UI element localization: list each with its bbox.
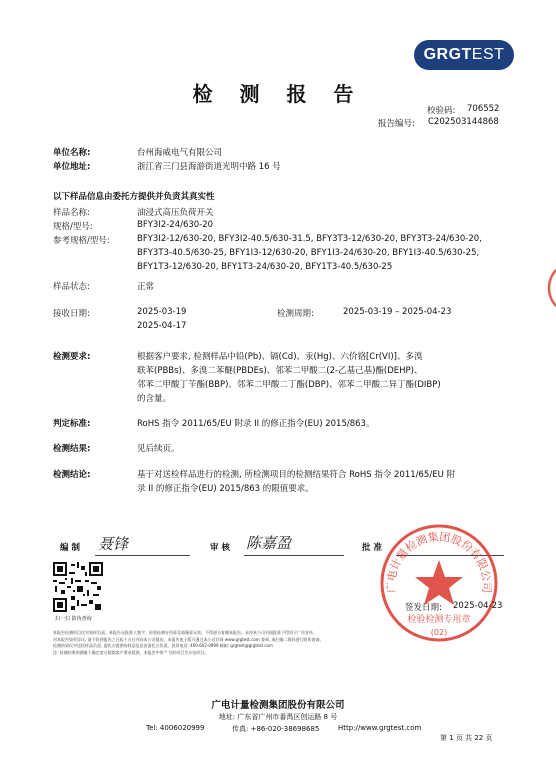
reference-models-line: BFY3I2-12/630-20, BFY3I2-40.5/630-31.5, BFY3T3-12/630-20, BFY3T3-24/630-20,: [137, 234, 482, 244]
seal-bottom-text: 检验检测专用章: [407, 615, 471, 625]
test-period-value: 2025-03-19 – 2025-04-23: [343, 307, 452, 317]
qr-caption: 扫一扫 防伪查询: [55, 616, 92, 622]
client-name-value: 台州海威电气有限公司: [137, 148, 223, 158]
riding-seal-fragment: [545, 258, 556, 318]
issue-date-label: 签发日期:: [405, 603, 442, 613]
logo-bold-text: GRGT: [423, 46, 472, 63]
seal-code-text: (02): [430, 628, 448, 637]
reference-models-line: BFY3T3-40.5/630-25, BFY1I3-12/630-20, BFY1I3-24/630-20, BFY1I3-40.5/630-25,: [137, 248, 480, 258]
model-label: 规格/型号:: [53, 222, 93, 232]
sample-state-value: 正常: [137, 282, 155, 292]
sample-name-value: 油浸式高压负荷开关: [137, 208, 214, 218]
verification-code-value: 706552: [467, 104, 500, 114]
sample-name-label: 样品名称:: [53, 208, 90, 218]
report-number-value: C202503144868: [428, 117, 499, 127]
approved-by-label: 批 准: [362, 543, 382, 553]
requirements-line: 联苯(PBBs)、多溴二苯醚(PBDEs)、邻苯二甲酸二(2-乙基己基)酯(DEHP)、: [137, 366, 423, 376]
judgement-label: 判定标准:: [53, 419, 91, 429]
company-name: 广电计量检测集团股份有限公司: [211, 700, 345, 711]
sample-info-note: 以下样品信息由委托方提供并负责其真实性: [53, 192, 215, 202]
conclusion-line: 录 II 的修正指令(EU) 2015/863 的限值要求。: [137, 484, 314, 494]
issue-date-value: 2025-04-23: [453, 601, 503, 611]
report-number-label: 报告编号:: [378, 119, 415, 129]
requirements-line: 的含量。: [137, 394, 172, 404]
logo-thin-text: EST: [471, 46, 505, 63]
compiled-by-label: 编 制: [60, 543, 80, 553]
received-date-value-2: 2025-04-17: [137, 321, 187, 331]
reviewed-by-signature: 陈嘉盈: [246, 534, 292, 552]
qr-code[interactable]: [53, 562, 103, 612]
contact-fax: 传真: +86-020-38698685: [232, 725, 320, 733]
compiled-by-signature: 聂锋: [98, 535, 129, 553]
contact-tel: Tel: 4006020999: [146, 724, 205, 732]
results-label: 检测结果:: [53, 444, 91, 454]
reference-models-label: 参考规格/型号:: [53, 236, 110, 246]
conclusion-line: 基于对送检样品进行的检测, 所检测项目的检测结果符合 RoHS 指令 2011/65/EU 附: [137, 470, 455, 480]
requirements-line: 根据客户要求, 检测样品中铅(Pb)、镉(Cd)、汞(Hg)、六价铬[Cr(VI)]、多溴: [137, 352, 423, 362]
conclusion-label: 检测结论:: [53, 470, 91, 480]
requirements-label: 检测要求:: [53, 352, 91, 362]
footnote-line: 本报告检测项目仅对来样负责。本报告无批准人签字、检验检测专用章及骑缝章无效。不得部分复制本报告。未经本公司书面批准不得用于广告宣传。: [53, 630, 317, 635]
footnote-line: 对本报告如有异议, 请于收到报告之日起十五日内向本公司提出。本报告电子版可通过本公司官网 www.grgtest.com 查询, 或扫描二维码进行防伪查询。: [53, 636, 324, 642]
test-period-label: 检测周期:: [277, 309, 314, 319]
received-date-value: 2025-03-19: [137, 307, 187, 317]
results-value: 见后续页。: [137, 444, 180, 454]
judgement-value: RoHS 指令 2011/65/EU 附录 II 的修正指令(EU) 2015/863。: [137, 419, 375, 429]
received-date-label: 接收日期:: [53, 309, 90, 319]
grgtest-logo: [414, 40, 514, 70]
company-address: 地址: 广东省广州市番禺区创运路 8 号: [218, 713, 338, 721]
footnotes: [53, 630, 503, 656]
compiled-signature-line: [95, 555, 190, 556]
footnote-line: 注: 检测结果的测量不确定度可根据客户要求提供。本报告中带 * 号的项目为分包项目。: [53, 649, 209, 655]
reviewed-signature-line: [244, 555, 344, 556]
contact-website[interactable]: Http://www.grgtest.com: [338, 724, 422, 732]
official-seal-stamp: [378, 522, 503, 644]
client-name-label: 单位名称:: [53, 148, 91, 158]
footnote-line: 检测结果仅对送检样品负责, 委托方提供的样品信息由委托方负责。投诉电话: 400-602-0999 邮箱: grgtest@grgtest.com: [53, 643, 273, 648]
sample-state-label: 样品状态:: [53, 282, 90, 292]
reviewed-by-label: 审 核: [210, 543, 230, 553]
model-value: BFY3I2-24/630-20: [137, 220, 214, 230]
verification-code-label: 校验码:: [427, 106, 456, 116]
page-title: 检 测 报 告: [192, 82, 364, 106]
page-number: 第 1 页 共 22 页: [440, 734, 493, 742]
client-address-value: 浙江省三门县海游街道光明中路 16 号: [137, 162, 281, 172]
seal-ring-text: 广电计量检测集团股份有限公司: [384, 530, 494, 594]
reference-models-line: BFY1T3-12/630-20, BFY1T3-24/630-20, BFY1T3-40.5/630-25: [137, 262, 393, 272]
client-address-label: 单位地址:: [53, 162, 91, 172]
requirements-line: 邻苯二甲酸丁苄酯(BBP)、邻苯二甲酸二丁酯(DBP)、邻苯二甲酸二异丁酯(DIBP): [137, 380, 441, 390]
